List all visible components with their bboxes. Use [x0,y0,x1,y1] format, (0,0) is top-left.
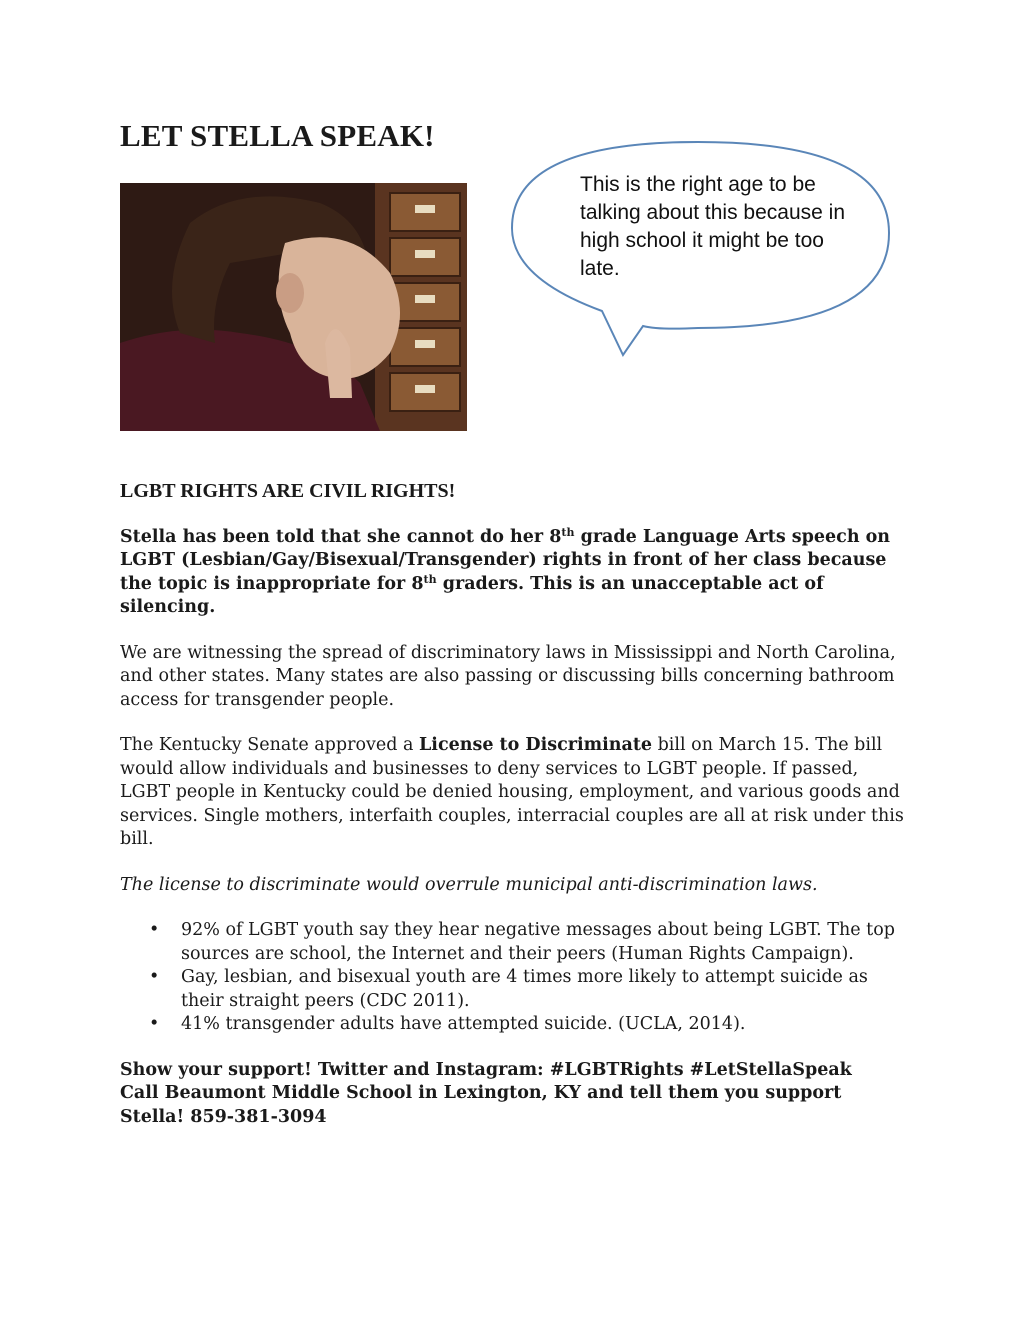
bill-name: License to Discriminate [419,735,653,755]
facts-list [120,919,910,1037]
call-to-action [120,1059,910,1130]
laws-paragraph: We are witnessing the spread of discriminatory laws in Mississippi and North Carolina, and other states. Many states are also passing or discussing bills concerning bathroom access for transgender people. [120,642,896,710]
support-line: Show your support! Twitter and Instagram: #LGBTRights #LetStellaSpeak [120,1059,852,1080]
call-school-line: Call Beaumont Middle School in Lexington, KY and tell them you support Stella! 859-381-3094 [120,1083,842,1127]
kentucky-paragraph: The Kentucky Senate approved a License to Discriminate bill on March 15. The bill would allow individuals and businesses to deny services to LGBT people. If passed, LGBT people in Kentucky could be denied housing, employment, and various goods and services. Single mothers, interfaith couples, interracial couples are all at risk under this bill. [120,735,904,849]
stella-photo [120,183,467,431]
intro-paragraph: Stella has been told that she cannot do her 8th grade Language Arts speech on LGBT (Lesbian/Gay/Bisexual/Transgender) rights in front of her class because the topic is inappropriate for 8th graders. This is an unacceptable act of silencing. [120,525,891,617]
main-content [120,480,910,1129]
page-title: LET STELLA SPEAK! [120,118,435,153]
list-item: • Gay, lesbian, and bisexual youth are 4 times more likely to attempt suicide as their straight peers (CDC 2011). [149,967,868,1011]
italic-note: The license to discriminate would overrule municipal anti-discrimination laws. [120,874,818,895]
speech-bubble-text: This is the right age to be talking about this because in high school it might be too late. [580,173,846,280]
subheading: LGBT RIGHTS ARE CIVIL RIGHTS! [120,480,456,502]
bullet-icon: • [149,920,160,940]
list-item: • 92% of LGBT youth say they hear negative messages about being LGBT. The top sources are school, the Internet and their peers (Human Rights Campaign). [149,920,895,964]
bullet-icon: • [149,1014,160,1034]
bullet-icon: • [149,967,160,987]
list-item: • 41% transgender adults have attempted suicide. (UCLA, 2014). [181,1013,910,1037]
